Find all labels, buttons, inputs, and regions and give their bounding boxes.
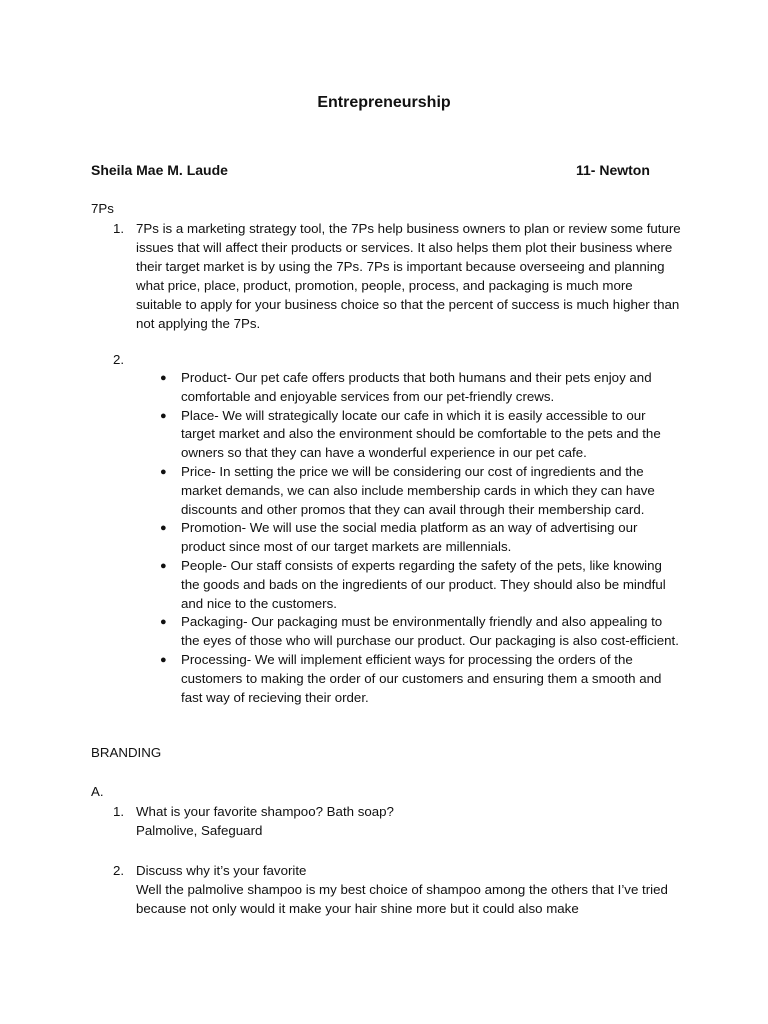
author-name: Sheila Mae M. Laude [91, 162, 228, 178]
bullet-icon: ● [160, 653, 167, 666]
bullet-icon: ● [160, 465, 167, 478]
question-1-number: 1. [113, 804, 125, 819]
list-item [160, 613, 680, 651]
bullet-icon: ● [160, 559, 167, 572]
bullet-text: Product- Our pet cafe offers products that both humans and their pets enjoy and comfortable and enjoyable services from our pet-friendly crews. [181, 370, 652, 404]
list-item [160, 369, 680, 407]
bullet-text: Packaging- Our packaging must be environmentally friendly and also appealing to the eyes of those who will purchase our product. Our packaging is also cost-efficient. [181, 614, 679, 649]
bullet-icon: ● [160, 616, 167, 629]
list-item [160, 651, 680, 707]
bullet-text: Processing- We will implement efficient ways for processing the orders of the customers to making the order of our customers and ensuring them a smooth and fast way of recieving their order. [181, 651, 662, 705]
bullet-icon: ● [160, 409, 167, 422]
list-item [160, 463, 680, 519]
part-a-label: A. [91, 784, 104, 799]
bullet-text: People- Our staff consists of experts regarding the safety of the pets, like knowing the goods and bads on the ingredients of our product. They should also be mindful and nice to the customers. [181, 557, 666, 611]
question-2-text: Discuss why it’s your favorite [136, 863, 307, 878]
item-1-number: 1. [113, 221, 125, 236]
bullet-text: Price- In setting the price we will be considering our cost of ingredients and the market demands, we can also include membership cards in which they can have discounts and other promos that they can avail through their membership card. [181, 463, 655, 517]
question-2-number: 2. [113, 863, 125, 878]
document-title: Entrepreneurship [317, 94, 451, 111]
question-1-text: What is your favorite shampoo? Bath soap? [136, 804, 394, 819]
bullet-icon: ● [160, 372, 167, 384]
answer-2-text: Well the palmolive shampoo is my best choice of shampoo among the others that I’ve tried because not only would it make your hair shine more but it could also make [136, 882, 668, 916]
bullet-text: Promotion- We will use the social media platform as an way of advertising our product since most of our target markets are millennials. [181, 520, 638, 555]
item-1-text: 7Ps is a marketing strategy tool, the 7Ps help business owners to plan or review some future issues that will affect their products or services. It also helps them plot their business where their target market is by using the 7Ps. 7Ps is important because overseeing and planning what price, place, product, promotion, people, process, and packaging is much more suitable to apply for your business choice so that the percent of success is much higher than not applying the 7Ps. [136, 221, 681, 331]
item-2-number: 2. [113, 352, 125, 367]
sevenps-bullet-list [160, 369, 680, 707]
bullet-icon: ● [160, 522, 167, 535]
bullet-text: Place- We will strategically locate our cafe in which it is easily accessible to our target market and also the environment should be comfortable to the pets and the owners so that they can have a wonderful experience in our pet cafe. [181, 407, 661, 461]
list-item [160, 557, 680, 613]
sevenps-heading: 7Ps [91, 201, 114, 216]
answer-1-text: Palmolive, Safeguard [136, 823, 263, 838]
list-item [160, 519, 680, 557]
class-section: 11- Newton [576, 162, 650, 178]
list-item [160, 407, 680, 463]
branding-heading: BRANDING [91, 745, 162, 760]
